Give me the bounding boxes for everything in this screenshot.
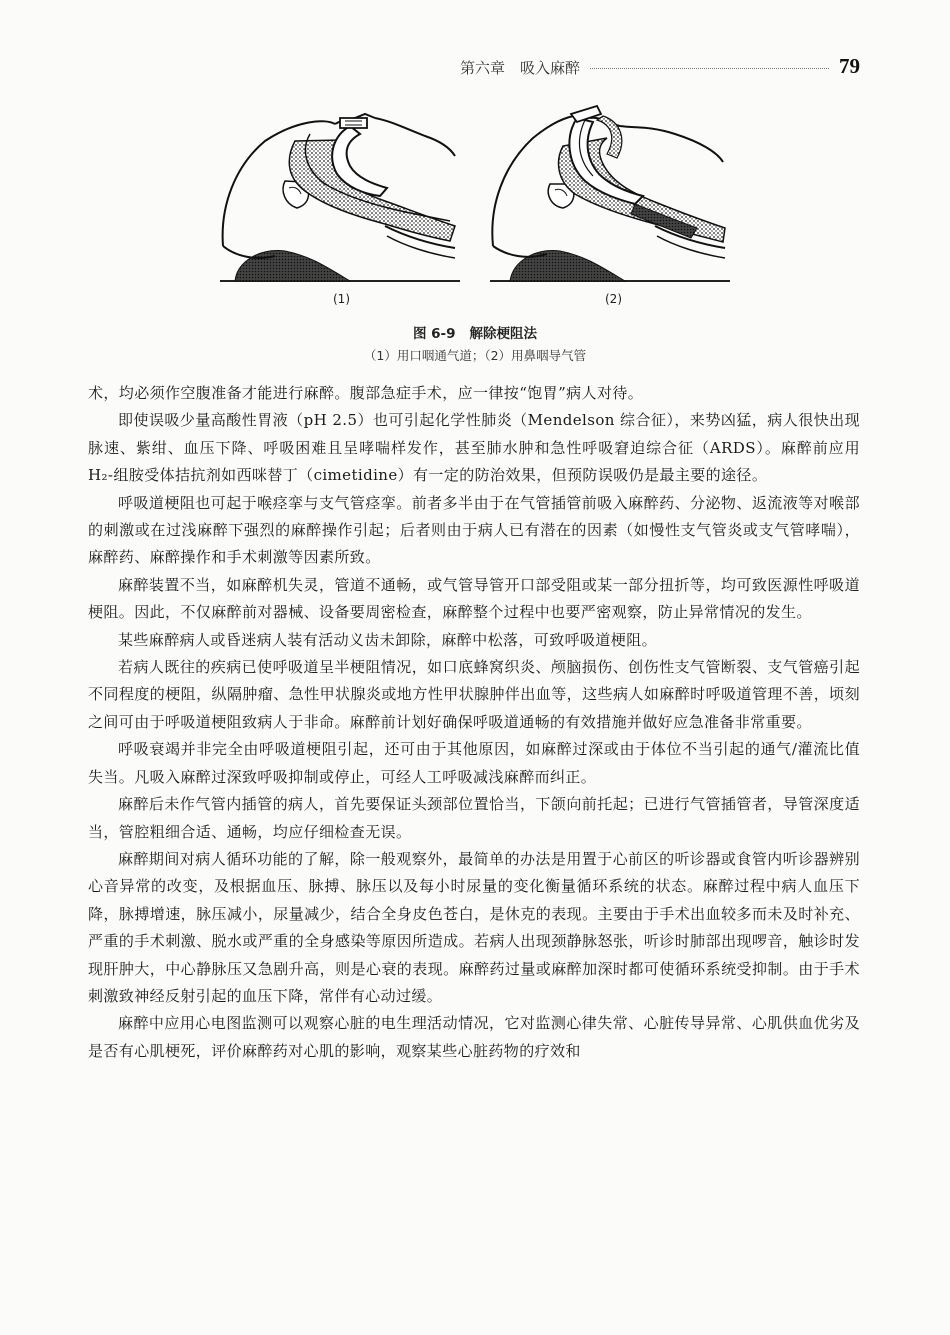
caption-subtitle: （1）用口咽通气道；（2）用鼻咽导气管 <box>363 348 587 363</box>
caption-title <box>200 322 750 342</box>
paragraph: 术，均必须作空腹准备才能进行麻醉。腹部急症手术，应一律按“饱胃”病人对待。 <box>88 384 644 402</box>
paragraph: 麻醉后未作气管内插管的病人，首先要保证头颈部位置恰当，下颌向前托起；已进行气管插管者，导管深度适当，管腔粗细合适、通畅，均应仔细检查无误。 <box>88 795 860 841</box>
page-number: 79 <box>839 54 860 78</box>
dotted-leader <box>590 67 829 69</box>
oropharyngeal-airway-illustration <box>215 96 465 296</box>
panel-2-label: (2) <box>605 292 622 306</box>
paragraph: 即使误吸少量高酸性胃液（pH 2.5）也可引起化学性肺炎（Mendelson 综合征），来势凶猛，病人很快出现脉速、紫绀、血压下降、呼吸困难且呈哮喘样发作，甚至肺水肿和急性呼吸窘迫综合征（ARDS）。麻醉前应用 H₂-组胺受体拮抗剂如西咪替丁（cimetidine）有一定的防治效果，但预防误吸仍是最主要的途径。 <box>88 411 860 485</box>
caption-text: 解除梗阻法 <box>469 326 538 342</box>
chapter-title: 第六章 吸入麻醉 <box>460 59 581 77</box>
paragraph: 麻醉期间对病人循环功能的了解，除一般观察外，最简单的办法是用置于心前区的听诊器或食管内听诊器辨别心音异常的改变，及根据血压、脉搏、脉压以及每小时尿量的变化衡量循环系统的状态。麻醉过程中病人血压下降，脉搏增速，脉压减小，尿量减少，结合全身皮色苍白，是休克的表现。主要由于手术出血较多而未及时补充、严重的手术刺激、脱水或严重的全身感染等原因所造成。若病人出现颈静脉怒张，听诊时肺部出现啰音，触诊时发现肝肿大，中心静脉压又急剧升高，则是心衰的表现。麻醉药过量或麻醉加深时都可使循环系统受抑制。由于手术刺激致神经反射引起的血压下降，常伴有心动过缓。 <box>88 849 860 1005</box>
paragraph: 麻醉装置不当，如麻醉机失灵，管道不通畅，或气管导管开口部受阻或某一部分扭折等，均可致医源性呼吸道梗阻。因此，不仅麻醉前对器械、设备要周密检查，麻醉整个过程中也要严密观察，防止异常情况的发生。 <box>88 575 860 622</box>
paragraph: 某些麻醉病人或昏迷病人装有活动义齿未卸除，麻醉中松落，可致呼吸道梗阻。 <box>118 630 658 649</box>
body-text <box>88 380 860 1065</box>
paragraph: 麻醉中应用心电图监测可以观察心脏的电生理活动情况，它对监测心律失常、心脏传导异常、心肌供血优劣及是否有心肌梗死，评价麻醉药对心肌的影响，观察某些心脏药物的疗效和 <box>88 1014 860 1060</box>
figure-caption <box>200 322 750 364</box>
running-header <box>460 54 860 78</box>
paragraph: 呼吸衰竭并非完全由呼吸道梗阻引起，还可由于其他原因，如麻醉过深或由于体位不当引起的通气/灌流比值失当。凡吸入麻醉过深致呼吸抑制或停止，可经人工呼吸减浅麻醉而纠正。 <box>88 740 860 786</box>
nasopharyngeal-airway-illustration <box>485 96 735 296</box>
caption-number: 图 6-9 <box>412 326 456 342</box>
paragraph: 呼吸道梗阻也可起于喉痉挛与支气管痉挛。前者多半由于在气管插管前吸入麻醉药、分泌物、返流液等对喉部的刺激或在过浅麻醉下强烈的麻醉操作引起；后者则由于病人已有潜在的因素（如慢性支气管炎或支气管哮喘），麻醉药、麻醉操作和手术刺激等因素所致。 <box>88 493 860 567</box>
panel-1-label: (1) <box>333 292 350 306</box>
figure-6-9 <box>215 96 735 314</box>
paragraph: 若病人既往的疾病已使呼吸道呈半梗阻情况，如口底蜂窝织炎、颅脑损伤、创伤性支气管断裂、支气管癌引起不同程度的梗阻，纵隔肿瘤、急性甲状腺炎或地方性甲状腺肿伴出血等，这些病人如麻醉时呼吸道管理不善，顷刻之间可由于呼吸道梗阻致病人于非命。麻醉前计划好确保呼吸道通畅的有效措施并做好应急准备非常重要。 <box>88 658 860 731</box>
